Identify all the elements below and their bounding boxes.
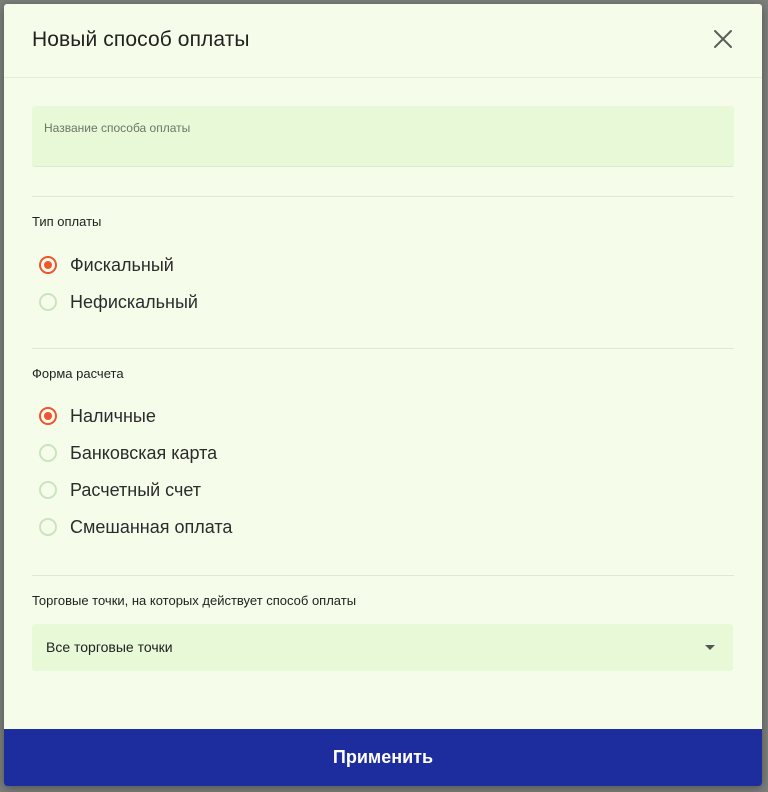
close-button[interactable]: [712, 28, 734, 50]
radio-unchecked-icon[interactable]: [39, 293, 57, 311]
divider: [32, 196, 734, 197]
radio-option-cash[interactable]: [39, 404, 156, 428]
radio-option-fiscal[interactable]: [39, 253, 174, 277]
outlets-select[interactable]: [32, 624, 733, 671]
radio-checked-icon[interactable]: [39, 407, 57, 425]
radio-label: Фискальный: [70, 254, 174, 275]
close-icon: [712, 28, 734, 50]
radio-label: Расчетный счет: [70, 479, 202, 500]
apply-button[interactable]: Применить: [4, 729, 762, 786]
dropdown-arrow-icon: [705, 645, 715, 650]
radio-unchecked-icon[interactable]: [39, 518, 57, 536]
name-input[interactable]: [44, 138, 718, 162]
divider: [32, 348, 734, 349]
payment-method-name-field[interactable]: [32, 106, 734, 167]
radio-label: Банковская карта: [70, 442, 218, 463]
radio-option-nonfiscal[interactable]: [39, 290, 198, 314]
radio-unchecked-icon[interactable]: [39, 481, 57, 499]
outlets-selected-value: Все торговые точки: [46, 639, 173, 655]
payment-method-dialog: [4, 4, 762, 786]
settlement-form-label: Форма расчета: [32, 366, 124, 381]
radio-checked-icon[interactable]: [39, 256, 57, 274]
divider: [32, 575, 734, 576]
radio-option-bank-card[interactable]: [39, 441, 217, 465]
radio-label: Наличные: [70, 405, 156, 426]
radio-unchecked-icon[interactable]: [39, 444, 57, 462]
name-field-label: Название способа оплаты: [44, 121, 191, 135]
payment-type-label: Тип оплаты: [32, 214, 102, 229]
radio-option-bank-account[interactable]: [39, 478, 201, 502]
radio-label: Смешанная оплата: [70, 516, 233, 537]
outlets-label: Торговые точки, на которых действует способ оплаты: [32, 593, 357, 608]
dialog-title: Новый способ оплаты: [32, 28, 250, 51]
radio-option-mixed[interactable]: [39, 515, 232, 539]
dialog-header: [4, 4, 762, 78]
radio-label: Нефискальный: [70, 291, 198, 312]
